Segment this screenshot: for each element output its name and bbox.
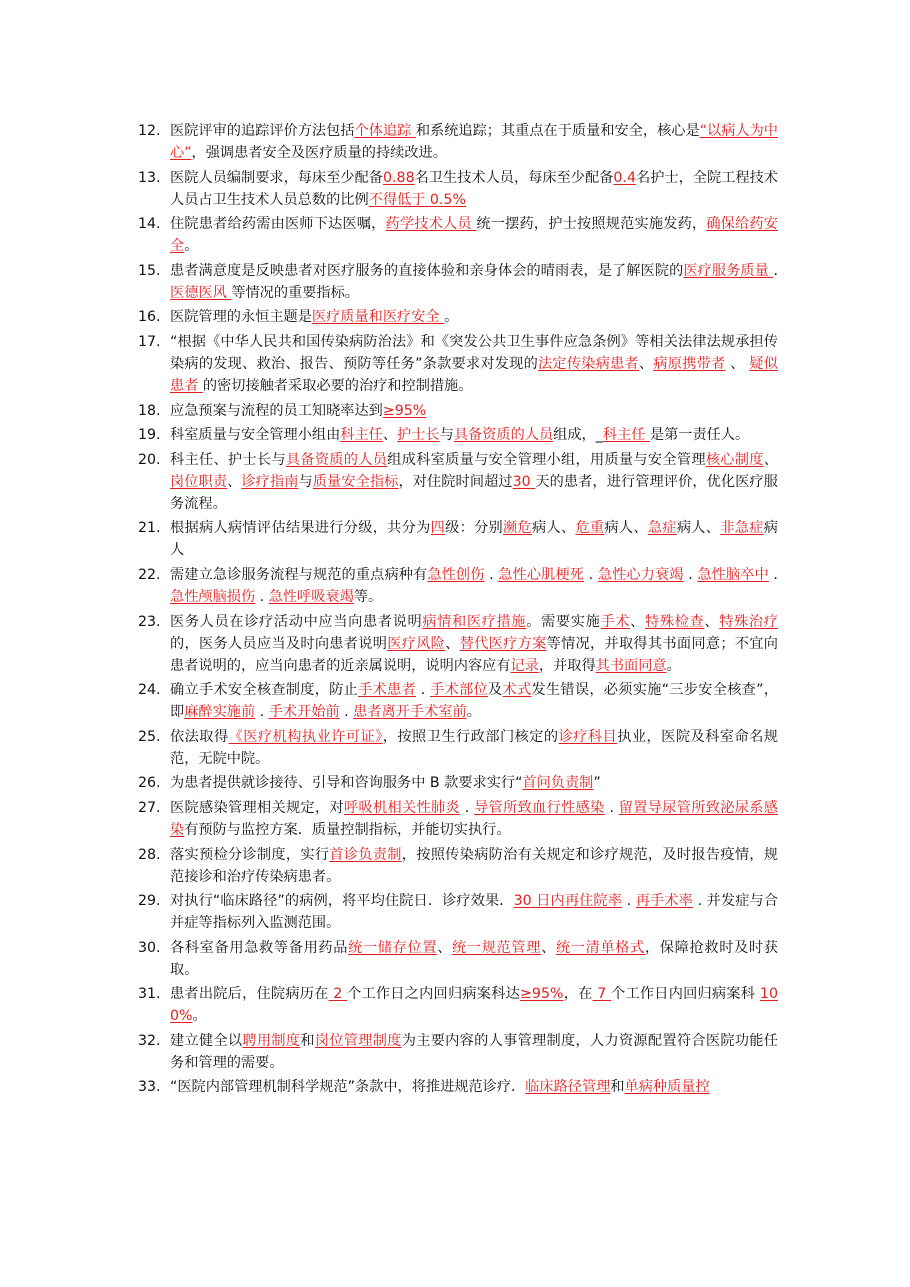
question-segment: 级：分别 xyxy=(445,520,504,537)
question-segment: 应急预案与流程的员工知晓率达到 xyxy=(170,402,383,419)
question-segment: . xyxy=(255,704,269,721)
question-text xyxy=(170,937,778,981)
question-segment: 、 xyxy=(704,613,720,630)
question-segment: 需建立急诊服务流程与规范的重点病种有 xyxy=(170,566,428,583)
question-segment: 与 xyxy=(439,427,454,444)
question-segment: 。需要实施 xyxy=(526,613,601,630)
question-segment: . xyxy=(604,799,619,816)
answer-blank: 病情和医疗措施 xyxy=(422,613,527,630)
question-segment: ，在 xyxy=(563,986,593,1003)
question-number: 29. xyxy=(138,893,161,910)
answer-blank: 护士长 xyxy=(397,427,440,444)
answer-blank: ≥95% xyxy=(520,986,564,1003)
question-segment: “医院内部管理机制科学规范”条款中，将推进规范诊疗． xyxy=(170,1079,526,1096)
question-segment: 天的患者，进行管理评价，优化医疗服务流程。 xyxy=(170,473,778,512)
question-segment: 名护士，全院工程技术人员占卫生技术人员总数的比例 xyxy=(170,169,778,208)
answer-blank: 统一储存位置 xyxy=(348,939,438,956)
answer-blank: 再手术率 xyxy=(635,893,693,910)
question-text xyxy=(170,890,778,934)
question-segment: 组成，_ xyxy=(553,427,603,444)
question-item xyxy=(138,331,778,397)
question-segment: 、 xyxy=(382,427,398,444)
question-item xyxy=(138,1030,778,1074)
question-text xyxy=(170,1076,778,1098)
question-segment: 。 xyxy=(466,704,481,721)
answer-blank: 个体追踪 xyxy=(354,123,416,139)
question-text xyxy=(170,772,778,794)
answer-blank: 诊疗指南 xyxy=(241,473,299,490)
question-segment: ，按照传染病防治有关规定和诊疗规范，及时报告疫情，规范接诊和治疗传染病患者。 xyxy=(170,846,778,885)
question-segment: 有预防与监控方案．质量控制指标，并能切实执行。 xyxy=(184,821,511,838)
question-segment: 确立手术安全核查制度，防止 xyxy=(170,682,359,699)
question-segment: . xyxy=(416,682,431,699)
question-segment: 个工作日内回归病案科 xyxy=(611,986,760,1003)
question-segment: 医院感染管理相关规定，对 xyxy=(170,799,344,816)
question-text xyxy=(170,213,778,257)
question-item xyxy=(138,937,778,981)
question-segment: 与 xyxy=(298,473,313,490)
question-segment: “根据《中华人民共和国传染病防治法》和《突发公共卫生事件应急条例》等相关法律法规承担传染病的发现、救治、报告、预防等任务”条款要求对发现的 xyxy=(170,333,778,372)
answer-blank: 医疗服务质量 xyxy=(683,262,774,279)
question-segment: 是第一责任人。 xyxy=(649,427,750,444)
question-segment: . xyxy=(773,262,778,279)
question-segment: 根据病人病情评估结果进行分级，共分为 xyxy=(170,520,431,537)
question-number: 16. xyxy=(138,309,161,326)
answer-blank: “以病人为中心” xyxy=(170,123,778,161)
question-segment: 等情况的重要指标。 xyxy=(231,284,359,301)
question-segment: 和 xyxy=(610,1079,625,1096)
question-segment: 、 xyxy=(638,355,654,372)
question-segment: 为患者提供就诊接待、引导和咨询服务中 B 款要求实行“ xyxy=(170,775,523,792)
answer-blank: 统一清单格式 xyxy=(555,939,645,956)
answer-blank: 2 xyxy=(328,986,348,1003)
question-number: 26. xyxy=(138,775,161,792)
question-segment: 住院患者给药需由医师下达医嘱， xyxy=(170,216,386,233)
answer-blank: 科主任 xyxy=(602,427,650,444)
question-segment: 对执行“临床路径”的病例，将平均住院日．诊疗效果． xyxy=(170,893,514,910)
question-segment: 患者出院后，住院病历在 xyxy=(170,986,329,1003)
answer-blank: 统一规范管理 xyxy=(452,939,542,956)
question-segment: . xyxy=(622,893,636,910)
answer-blank: 急性创伤 xyxy=(427,566,485,583)
question-item xyxy=(138,167,778,211)
answer-blank: 医德医风 xyxy=(170,284,232,301)
question-segment: 、 xyxy=(227,473,242,490)
answer-blank: 确保给药安全 xyxy=(170,216,778,255)
question-segment: . xyxy=(584,566,598,583)
answer-blank: 《医疗机构执业许可证》 xyxy=(228,728,383,745)
question-segment: 医务人员在诊疗活动中应当向患者说明 xyxy=(170,613,423,630)
question-number: 24. xyxy=(138,682,161,699)
question-segment: . xyxy=(768,566,778,583)
question-segment: 医院管理的永恒主题是 xyxy=(170,309,312,326)
question-number: 13. xyxy=(138,169,161,186)
question-segment: 、 xyxy=(541,939,556,956)
question-segment: 等情况，并取得其书面同意；不宜向患者说明的，应当向患者的近亲属说明，说明内容应有 xyxy=(170,635,778,674)
question-segment: 的，医务人员应当及时向患者说明 xyxy=(170,635,388,652)
question-text xyxy=(170,726,778,770)
question-item xyxy=(138,120,778,164)
answer-blank: 临床路径管理 xyxy=(525,1079,611,1096)
answer-blank: 特殊治疗 xyxy=(719,613,778,630)
question-item xyxy=(138,1076,778,1098)
question-text xyxy=(170,564,778,608)
question-text xyxy=(170,1030,778,1074)
question-number: 27. xyxy=(138,799,161,816)
answer-blank: 留置导尿管所致泌尿系感染 xyxy=(170,799,778,838)
question-segment: ，对住院时间超过 xyxy=(398,473,513,490)
question-number: 22. xyxy=(138,566,161,583)
question-text xyxy=(170,400,778,422)
question-segment: 依法取得 xyxy=(170,728,229,745)
question-segment: 科室质量与安全管理小组由 xyxy=(170,427,341,444)
question-number: 28. xyxy=(138,846,161,863)
question-item xyxy=(138,844,778,888)
question-segment: 建立健全以 xyxy=(170,1032,243,1049)
answer-blank: 首诊负责制 xyxy=(329,846,402,863)
question-segment: 及 xyxy=(488,682,503,699)
question-segment: ，按照卫生行政部门核定的 xyxy=(382,728,559,745)
question-number: 19. xyxy=(138,427,161,444)
answer-blank: 手术患者 xyxy=(358,682,417,699)
question-segment: 落实预检分诊制度，实行 xyxy=(170,846,330,863)
question-number: 21. xyxy=(138,520,161,537)
answer-blank: 医疗风险 xyxy=(387,635,446,652)
question-item xyxy=(138,424,778,446)
answer-blank: 科主任 xyxy=(340,427,383,444)
answer-blank: 法定传染病患者 xyxy=(538,355,639,372)
question-text xyxy=(170,797,778,841)
question-segment: 名卫生技术人员，每床至少配备 xyxy=(414,169,614,186)
question-text xyxy=(170,260,778,304)
question-segment: 发生错误，必须实施“三步安全核查”，即 xyxy=(170,682,778,721)
answer-blank: 术式 xyxy=(502,682,532,699)
answer-blank: 替代医疗方案 xyxy=(459,635,547,652)
question-segment: . xyxy=(683,566,698,583)
answer-blank: 30 日内再住院率 xyxy=(513,893,623,910)
question-segment: 患者满意度是反映患者对医疗服务的直接体验和亲身体会的晴雨表，是了解医院的 xyxy=(170,262,684,279)
question-segment: 个工作日之内回归病案科达 xyxy=(347,986,521,1003)
question-item xyxy=(138,564,778,608)
answer-blank: 濒危 xyxy=(503,520,532,537)
question-text xyxy=(170,120,778,164)
answer-blank: 100% xyxy=(170,986,778,1025)
answer-blank: 危重 xyxy=(575,520,605,537)
answer-blank: 手术部位 xyxy=(430,682,489,699)
question-segment: . xyxy=(484,566,499,583)
question-segment: 、 xyxy=(437,939,453,956)
question-segment: . xyxy=(459,799,475,816)
answer-blank: 疑似患者 xyxy=(170,355,778,394)
question-segment: 各科室备用急救等备用药品 xyxy=(170,939,349,956)
answer-blank: 急症 xyxy=(647,520,677,537)
answer-blank: 非急症 xyxy=(720,520,764,537)
answer-blank: 手术开始前 xyxy=(268,704,340,721)
question-segment: 。 xyxy=(184,238,199,255)
question-number: 12. xyxy=(138,123,161,139)
question-text xyxy=(170,844,778,888)
question-segment: ，强调患者安全及医疗质量的持续改进。 xyxy=(191,145,447,161)
question-segment: ，并取得 xyxy=(538,657,596,674)
question-segment: 科主任、护士长与 xyxy=(170,451,286,468)
question-segment: 统一摆药，护士按照规范实施发药， xyxy=(476,216,707,233)
question-number: 23. xyxy=(138,613,161,630)
question-segment: 、 xyxy=(445,635,460,652)
answer-blank: 麻醉实施前 xyxy=(184,704,256,721)
question-number: 33. xyxy=(138,1079,161,1096)
question-item xyxy=(138,213,778,257)
question-segment: 和 xyxy=(300,1032,315,1049)
answer-blank: 30 xyxy=(512,473,536,490)
question-item xyxy=(138,449,778,515)
question-number: 15. xyxy=(138,262,161,279)
question-item xyxy=(138,772,778,794)
question-segment: 病人、 xyxy=(532,520,576,537)
answer-blank: 质量安全指标 xyxy=(312,473,399,490)
question-text xyxy=(170,449,778,515)
question-segment: 医院人员编制要求，每床至少配备 xyxy=(170,169,383,186)
question-segment: 病人 xyxy=(170,520,778,559)
question-segment: 、 xyxy=(763,451,778,468)
question-segment: 。 xyxy=(666,657,681,674)
answer-blank: 0.4 xyxy=(613,169,636,186)
question-segment: . xyxy=(255,588,269,605)
question-segment: . 并发症与合并症等指标列入监测范围。 xyxy=(170,893,779,932)
answer-blank: 急性颅脑损伤 xyxy=(170,588,256,605)
answer-blank: 具备资质的人员 xyxy=(285,451,388,468)
question-number: 17. xyxy=(138,333,161,350)
question-text xyxy=(170,167,778,211)
question-number: 18. xyxy=(138,402,161,419)
question-segment: 。 xyxy=(444,309,459,326)
answer-blank: 聘用制度 xyxy=(242,1032,301,1049)
question-segment: . xyxy=(339,704,354,721)
answer-blank: ≥95% xyxy=(382,402,427,419)
question-number: 31. xyxy=(138,986,161,1003)
answer-blank: 单病种质量控 xyxy=(624,1079,710,1096)
answer-blank: 记录 xyxy=(510,657,539,674)
answer-blank: 急性心肌梗死 xyxy=(498,566,585,583)
answer-blank: 岗位管理制度 xyxy=(314,1032,402,1049)
question-segment: 医院评审的追踪评价方法包括 xyxy=(170,123,355,139)
question-item xyxy=(138,890,778,934)
question-segment: ，保障抢救时及时获取。 xyxy=(170,939,778,978)
question-segment: 。 xyxy=(192,1008,207,1025)
answer-blank: 核心制度 xyxy=(705,451,764,468)
answer-blank: 医疗质量和医疗安全 xyxy=(311,309,445,326)
answer-blank: 患者离开手术室前 xyxy=(353,704,467,721)
question-segment: 、 xyxy=(725,355,750,372)
answer-blank: 岗位职责 xyxy=(170,473,228,490)
question-segment: ” xyxy=(593,775,601,792)
answer-blank: 药学技术人员 xyxy=(385,216,477,233)
question-segment: 和系统追踪；其重点在于质量和安全，核心是 xyxy=(415,123,700,139)
answer-blank: 急性心力衰竭 xyxy=(597,566,684,583)
question-number: 32. xyxy=(138,1032,161,1049)
question-text xyxy=(170,611,778,677)
question-number: 14. xyxy=(138,216,161,233)
answer-blank: 急性脑卒中 xyxy=(697,566,769,583)
question-item xyxy=(138,797,778,841)
answer-blank: 呼吸机相关性肺炎 xyxy=(343,799,460,816)
question-segment: 组成科室质量与安全管理小组，用质量与安全管理 xyxy=(387,451,706,468)
question-item xyxy=(138,726,778,770)
question-segment: 、 xyxy=(630,613,645,630)
answer-blank: 急性呼吸衰竭 xyxy=(268,588,354,605)
answer-blank: 病原携带者 xyxy=(653,355,726,372)
question-text xyxy=(170,517,778,561)
answer-blank: 首问负责制 xyxy=(522,775,594,792)
question-text xyxy=(170,331,778,397)
question-text xyxy=(170,679,778,723)
question-item xyxy=(138,679,778,723)
answer-blank: 手术 xyxy=(600,613,631,630)
question-number: 25. xyxy=(138,728,161,745)
question-segment: 病人、 xyxy=(676,520,721,537)
answer-blank: 0.88 xyxy=(383,169,415,186)
question-item xyxy=(138,517,778,561)
answer-blank: 7 xyxy=(592,986,612,1003)
answer-blank: 具备资质的人员 xyxy=(453,427,554,444)
question-text xyxy=(170,983,778,1027)
question-item xyxy=(138,611,778,677)
question-item xyxy=(138,400,778,422)
question-segment: 为主要内容的人事管理制度，人力资源配置符合医院功能任务和管理的需要。 xyxy=(170,1032,778,1071)
answer-blank: 特殊检查 xyxy=(644,613,705,630)
answer-blank: 诊疗科目 xyxy=(558,728,618,745)
question-text xyxy=(170,424,778,446)
answer-blank: 四 xyxy=(430,520,446,537)
question-text xyxy=(170,306,778,328)
answer-blank: 不得低于 0.5% xyxy=(368,191,466,208)
question-item xyxy=(138,983,778,1027)
question-segment: 病人、 xyxy=(604,520,648,537)
question-segment: 执业，医院及科室命名规范，无院中院。 xyxy=(170,728,778,767)
question-number: 30. xyxy=(138,939,161,956)
question-item xyxy=(138,306,778,328)
question-item xyxy=(138,260,778,304)
question-number: 20. xyxy=(138,451,161,468)
answer-blank: 其书面同意 xyxy=(595,657,667,674)
question-segment: 等。 xyxy=(353,588,383,605)
question-segment: 的密切接触者采取必要的治疗和控制措施。 xyxy=(202,377,473,394)
answer-blank: 导管所致血行性感染 xyxy=(474,799,605,816)
question-list xyxy=(138,120,778,1101)
